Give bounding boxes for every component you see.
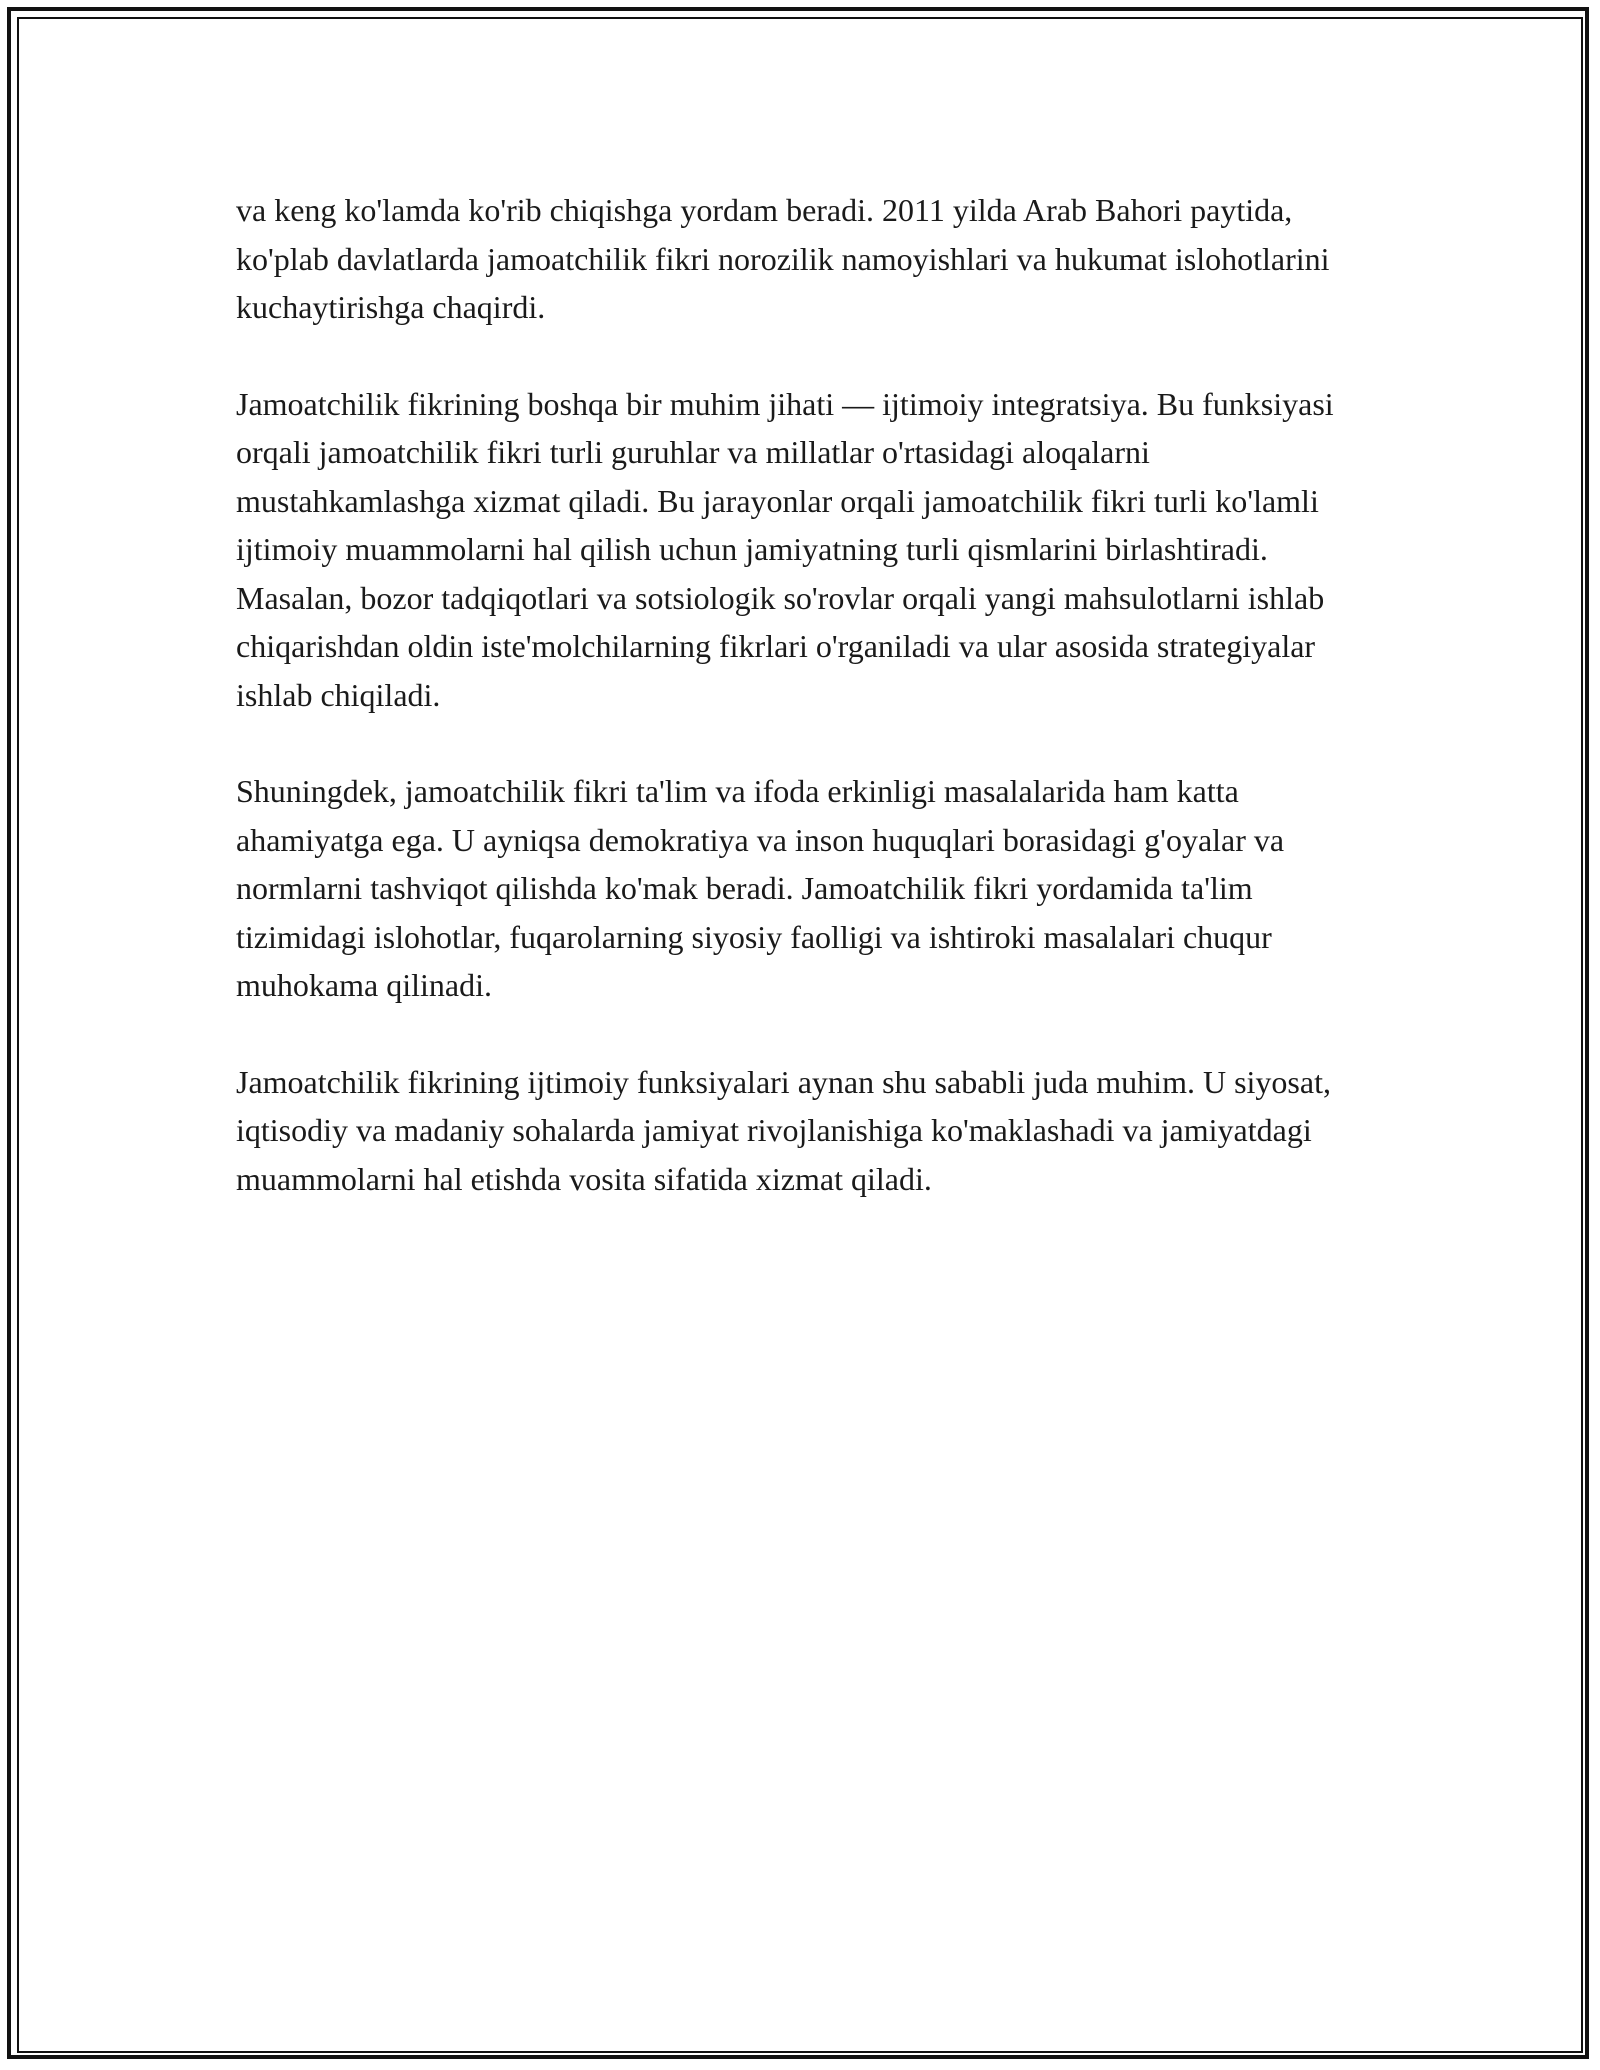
document-body: [236, 186, 1386, 1251]
paragraph-3: Shuningdek, jamoatchilik fikri ta'lim va ifoda erkinligi masalalarida ham katta ahamiyatga ega. U ayniqsa demokratiya va inson huquqlari borasidagi g'oyalar va normlarni tashviqot qilishda ko'mak beradi. Jamoatchilik fikri yordamida ta'lim tizimidagi islohotlar, fuqarolarning siyosiy faolligi va ishtiroki masalalari chuqur muhokama qilinadi.: [236, 773, 1285, 1003]
paragraph-4: Jamoatchilik fikrining ijtimoiy funksiyalari aynan shu sababli juda muhim. U siyosat, iqtisodiy va madaniy sohalarda jamiyat rivojlanishiga ko'maklashadi va jamiyatdagi muammolarni hal etishda vosita sifatida xizmat qiladi.: [236, 1063, 1331, 1197]
paragraph-1: va keng ko'lamda ko'rib chiqishga yordam beradi. 2011 yilda Arab Bahori paytida, ko'plab davlatlarda jamoatchilik fikri norozilik namoyishlari va hukumat islohotlarini kuchaytirishga chaqirdi.: [236, 192, 1330, 325]
paragraph-2: Jamoatchilik fikrining boshqa bir muhim jihati — ijtimoiy integratsiya. Bu funksiyasi orqali jamoatchilik fikri turli guruhlar va millatlar o'rtasidagi aloqalarni mustahkamlashga xizmat qiladi. Bu jarayonlar orqali jamoatchilik fikri turli ko'lamli ijtimoiy muammolarni hal qilish uchun jamiyatning turli qismlarini birlashtiradi. Masalan, bozor tadqiqotlari va sotsiologik so'rovlar orqali yangi mahsulotlarni ishlab chiqarishdan oldin iste'molchilarning fikrlari o'rganiladi va ular asosida strategiyalar ishlab chiqiladi.: [236, 385, 1334, 713]
